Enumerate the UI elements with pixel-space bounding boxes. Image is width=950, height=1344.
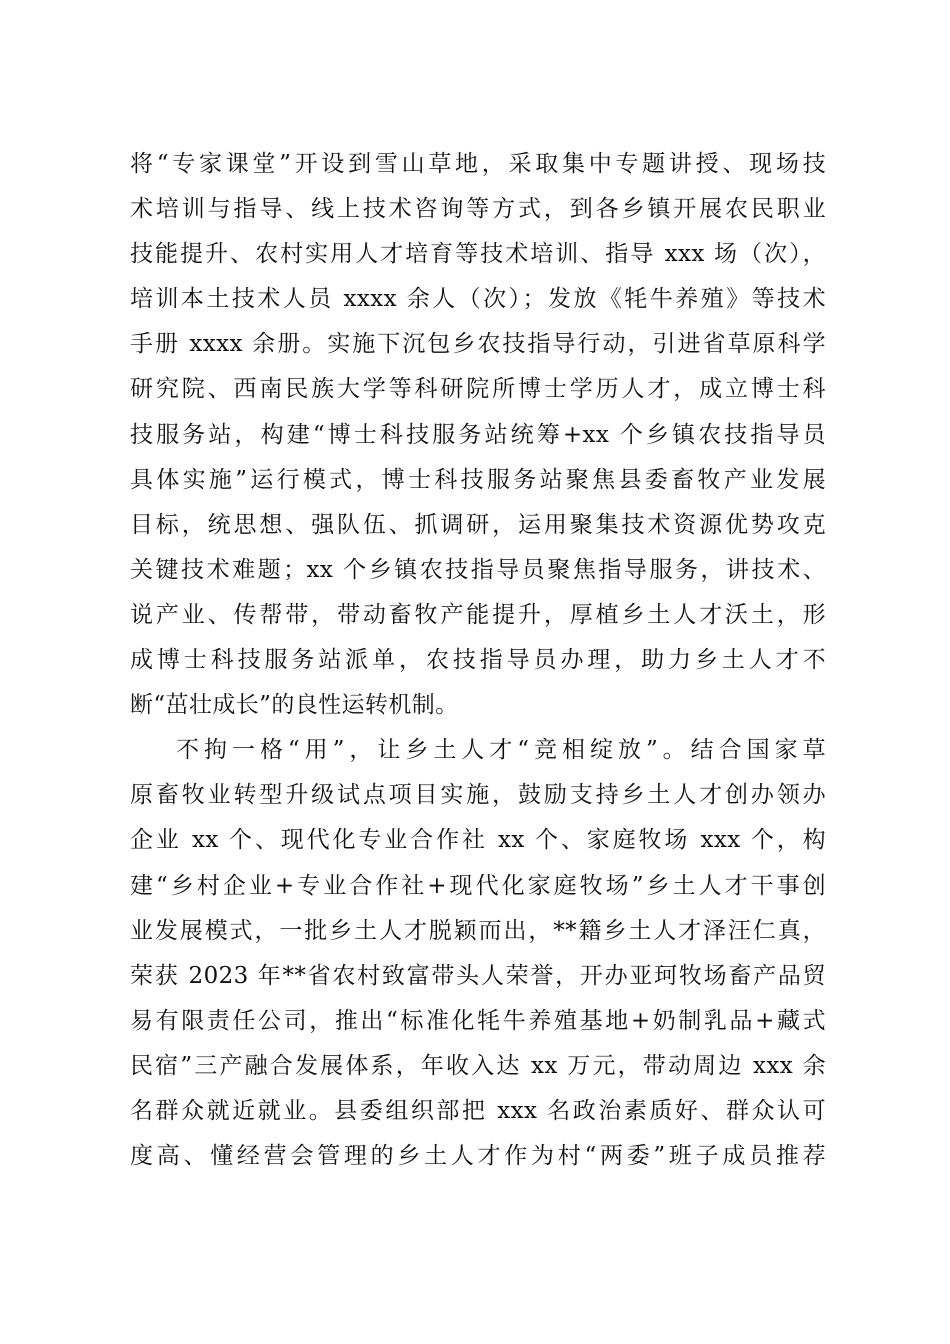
- paragraph-1-line-13: 断“茁壮成长”的良性运转机制。: [130, 692, 459, 719]
- paragraph-2-line-3: 企业 xx 个、现代化专业合作社 xx 个、家庭牧场 xxx 个，构: [130, 827, 826, 854]
- paragraph-1-line-3: 技能提升、农村实用人才培育等技术培训、指导 xxx 场（次），: [130, 241, 826, 268]
- paragraph-1-line-8: 具体实施”运行模式，博士科技服务站聚焦县委畜牧产业发展: [130, 466, 826, 493]
- paragraph-1-line-6: 研究院、西南民族大学等科研院所博士学历人才，成立博士科: [130, 376, 826, 403]
- paragraph-2-line-1: 不拘一格“用”，让乡土人才“竞相绽放”。结合国家草: [176, 737, 826, 764]
- paragraph-2-line-4: 建“乡村企业+专业合作社+现代化家庭牧场”乡土人才干事创: [130, 872, 826, 899]
- body-text: [130, 142, 826, 1179]
- paragraph-2-line-2: 原畜牧业转型升级试点项目实施，鼓励支持乡土人才创办领办: [130, 782, 826, 809]
- paragraph-2-line-10: 度高、懂经营会管理的乡土人才作为村“两委”班子成员推荐: [130, 1143, 826, 1170]
- paragraph-2-line-5: 业发展模式，一批乡土人才脱颖而出，**籍乡土人才泽汪仁真，: [130, 917, 826, 944]
- paragraph-1-line-11: 说产业、传帮带，带动畜牧产能提升，厚植乡土人才沃土，形: [130, 601, 826, 628]
- paragraph-1-line-10: 关键技术难题；xx 个乡镇农技指导员聚焦指导服务，讲技术、: [130, 556, 826, 583]
- paragraph-2-line-8: 民宿”三产融合发展体系，年收入达 xx 万元，带动周边 xxx 余: [130, 1052, 826, 1079]
- paragraph-1-line-12: 成博士科技服务站派单，农技指导员办理，助力乡土人才不: [130, 647, 826, 674]
- paragraph-1-line-2: 术培训与指导、线上技术咨询等方式，到各乡镇开展农民职业: [130, 196, 826, 223]
- paragraph-1-line-9: 目标，统思想、强队伍、抓调研，运用聚集技术资源优势攻克: [130, 511, 826, 538]
- paragraph-2-line-9: 名群众就近就业。县委组织部把 xxx 名政治素质好、群众认可: [130, 1097, 826, 1124]
- paragraph-1-line-1: 将“专家课堂”开设到雪山草地，采取集中专题讲授、现场技: [130, 151, 826, 177]
- paragraph-1-line-4: 培训本土技术人员 xxxx 余人（次）；发放《牦牛养殖》等技术: [130, 286, 826, 313]
- paragraph-1-line-7: 技服务站，构建“博士科技服务站统筹+xx 个乡镇农技指导员: [130, 421, 826, 448]
- paragraph-1-line-5: 手册 xxxx 余册。实施下沉包乡农技指导行动，引进省草原科学: [130, 331, 826, 358]
- paragraph-2-line-6: 荣获 2023 年**省农村致富带头人荣誉，开办亚珂牧场畜产品贸: [130, 962, 826, 989]
- paragraph-2-line-7: 易有限责任公司，推出“标准化牦牛养殖基地+奶制乳品+藏式: [130, 1007, 826, 1034]
